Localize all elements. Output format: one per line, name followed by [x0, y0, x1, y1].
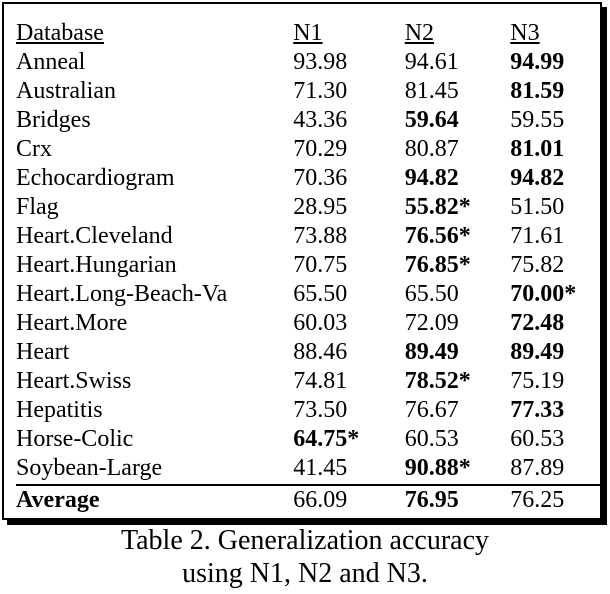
accuracy-n1-cell: [287, 77, 397, 106]
cell-text: 76.85*: [404, 252, 471, 278]
table-row: [16, 309, 600, 338]
header-row: [16, 19, 600, 48]
cell-text: 75.19: [510, 368, 565, 394]
accuracy-n2-cell: [397, 222, 503, 251]
cell-text: 71.61: [510, 223, 565, 249]
accuracy-n2-cell: [397, 77, 503, 106]
table-row: [16, 48, 600, 77]
cell-text: Average: [16, 487, 100, 513]
caption-line-1: Table 2. Generalization accuracy: [120, 525, 490, 556]
cell-text: Soybean-Large: [16, 455, 163, 481]
accuracy-n3-cell: [502, 454, 600, 485]
cell-text: 76.25: [510, 487, 565, 513]
cell-text: 89.49: [510, 339, 565, 365]
cell-text: 73.88: [293, 223, 348, 249]
cell-text: Heart.More: [16, 310, 128, 336]
cell-text: 94.99: [510, 49, 565, 75]
accuracy-n3-cell: [502, 222, 600, 251]
cell-text: 65.50: [293, 281, 348, 307]
cell-text: 75.82: [510, 252, 565, 278]
cell-text: Anneal: [16, 49, 86, 75]
cell-text: 89.49: [404, 339, 459, 365]
cell-text: 70.36: [293, 165, 348, 191]
table-frame: [2, 2, 602, 520]
table-row: [16, 280, 600, 309]
accuracy-n2-cell: [397, 367, 503, 396]
cell-text: 87.89: [510, 455, 565, 481]
database-name-cell: [16, 454, 287, 485]
accuracy-n1-cell: [287, 164, 397, 193]
database-name-cell: [16, 222, 287, 251]
cell-text: Heart: [16, 339, 70, 365]
accuracy-n1-cell: [287, 135, 397, 164]
header-database: Database: [16, 20, 104, 46]
cell-text: Crx: [16, 136, 52, 162]
accuracy-n2-cell: [397, 280, 503, 309]
cell-text: 94.82: [404, 165, 459, 191]
accuracy-n2-cell: [397, 396, 503, 425]
caption-line-2: using N1, N2 and N3.: [182, 558, 428, 589]
table-row: [16, 164, 600, 193]
accuracy-n2-cell: [397, 485, 503, 515]
accuracy-n3-cell: [502, 135, 600, 164]
cell-text: Heart.Hungarian: [16, 252, 177, 278]
cell-text: 65.50: [404, 281, 459, 307]
cell-text: 70.29: [293, 136, 348, 162]
accuracy-n1-cell: [287, 454, 397, 485]
cell-text: 77.33: [510, 397, 565, 423]
accuracy-n1-cell: [287, 367, 397, 396]
accuracy-n3-cell: [502, 106, 600, 135]
accuracy-n2-cell: [397, 251, 503, 280]
accuracy-n3-cell: [502, 164, 600, 193]
header-n2: N2: [404, 20, 435, 46]
cell-text: 78.52*: [404, 368, 471, 394]
cell-text: 74.81: [293, 368, 348, 394]
header-n1: N1: [293, 20, 323, 46]
cell-text: 80.87: [404, 136, 459, 162]
database-name-cell: [16, 164, 287, 193]
database-name-cell: [16, 193, 287, 222]
cell-text: 59.64: [404, 107, 459, 133]
cell-text: 90.88*: [404, 455, 471, 481]
accuracy-n3-cell: [502, 485, 600, 515]
table-row: [16, 396, 600, 425]
cell-text: 41.45: [293, 455, 348, 481]
accuracy-n2-cell: [397, 48, 503, 77]
table-row: [16, 338, 600, 367]
accuracy-n1-cell: [287, 396, 397, 425]
cell-text: 70.00*: [510, 281, 577, 307]
database-name-cell: [16, 367, 287, 396]
accuracy-n2-cell: [397, 135, 503, 164]
table-row: [16, 77, 600, 106]
cell-text: 60.53: [404, 426, 459, 452]
accuracy-n3-cell: [502, 280, 600, 309]
database-name-cell: [16, 251, 287, 280]
accuracy-n3-cell: [502, 396, 600, 425]
accuracy-n3-cell: [502, 251, 600, 280]
cell-text: 81.01: [510, 136, 565, 162]
cell-text: Australian: [16, 78, 116, 104]
cell-text: 93.98: [293, 49, 348, 75]
accuracy-n2-cell: [397, 425, 503, 454]
accuracy-n2-cell: [397, 454, 503, 485]
cell-text: 76.67: [404, 397, 459, 423]
accuracy-n2-cell: [397, 164, 503, 193]
table-row: [16, 135, 600, 164]
cell-text: Heart.Long-Beach-Va: [16, 281, 228, 307]
database-name-cell: [16, 280, 287, 309]
cell-text: Hepatitis: [16, 397, 103, 423]
accuracy-n1-cell: [287, 309, 397, 338]
cell-text: 28.95: [293, 194, 348, 220]
database-name-cell: [16, 48, 287, 77]
database-name-cell: [16, 338, 287, 367]
cell-text: 43.36: [293, 107, 348, 133]
cell-text: 72.48: [510, 310, 565, 336]
accuracy-n3-cell: [502, 77, 600, 106]
cell-text: 94.82: [510, 165, 565, 191]
accuracy-n1-cell: [287, 485, 397, 515]
accuracy-n1-cell: [287, 106, 397, 135]
average-row: [16, 485, 600, 515]
accuracy-n3-cell: [502, 193, 600, 222]
accuracy-n3-cell: [502, 309, 600, 338]
accuracy-n1-cell: [287, 280, 397, 309]
table-row: [16, 367, 600, 396]
database-name-cell: [16, 485, 287, 515]
cell-text: 60.53: [510, 426, 565, 452]
database-name-cell: [16, 425, 287, 454]
cell-text: Echocardiogram: [16, 165, 175, 191]
cell-text: 70.75: [293, 252, 348, 278]
cell-text: Heart.Cleveland: [16, 223, 173, 249]
accuracy-n2-cell: [397, 193, 503, 222]
accuracy-n3-cell: [502, 48, 600, 77]
accuracy-n2-cell: [397, 309, 503, 338]
cell-text: 94.61: [404, 49, 459, 75]
cell-text: 76.56*: [404, 223, 471, 249]
table-row: [16, 193, 600, 222]
cell-text: Heart.Swiss: [16, 368, 132, 394]
table-row: [16, 425, 600, 454]
cell-text: Bridges: [16, 107, 91, 133]
cell-text: 71.30: [293, 78, 348, 104]
cell-text: 66.09: [293, 487, 348, 513]
accuracy-n2-cell: [397, 106, 503, 135]
cell-text: 60.03: [293, 310, 348, 336]
accuracy-n1-cell: [287, 193, 397, 222]
cell-text: 51.50: [510, 194, 565, 220]
accuracy-n2-cell: [397, 338, 503, 367]
cell-text: 81.45: [404, 78, 459, 104]
table-caption: [0, 524, 610, 590]
database-name-cell: [16, 77, 287, 106]
accuracy-n1-cell: [287, 222, 397, 251]
cell-text: 88.46: [293, 339, 348, 365]
accuracy-n1-cell: [287, 251, 397, 280]
cell-text: Horse-Colic: [16, 426, 134, 452]
cell-text: 73.50: [293, 397, 348, 423]
cell-text: 72.09: [404, 310, 459, 336]
table-body: [16, 48, 600, 515]
database-name-cell: [16, 135, 287, 164]
database-name-cell: [16, 396, 287, 425]
accuracy-n1-cell: [287, 425, 397, 454]
cell-text: 55.82*: [404, 194, 471, 220]
cell-text: 81.59: [510, 78, 565, 104]
accuracy-table: [16, 19, 600, 515]
cell-text: 76.95: [404, 487, 459, 513]
database-name-cell: [16, 106, 287, 135]
cell-text: Flag: [16, 194, 59, 220]
database-name-cell: [16, 309, 287, 338]
accuracy-n3-cell: [502, 338, 600, 367]
cell-text: 59.55: [510, 107, 565, 133]
accuracy-n3-cell: [502, 425, 600, 454]
cell-text: 64.75*: [293, 426, 360, 452]
accuracy-n1-cell: [287, 338, 397, 367]
table-row: [16, 454, 600, 485]
table-row: [16, 106, 600, 135]
table-row: [16, 222, 600, 251]
table-row: [16, 251, 600, 280]
header-n3: N3: [510, 20, 540, 46]
accuracy-n3-cell: [502, 367, 600, 396]
accuracy-n1-cell: [287, 48, 397, 77]
